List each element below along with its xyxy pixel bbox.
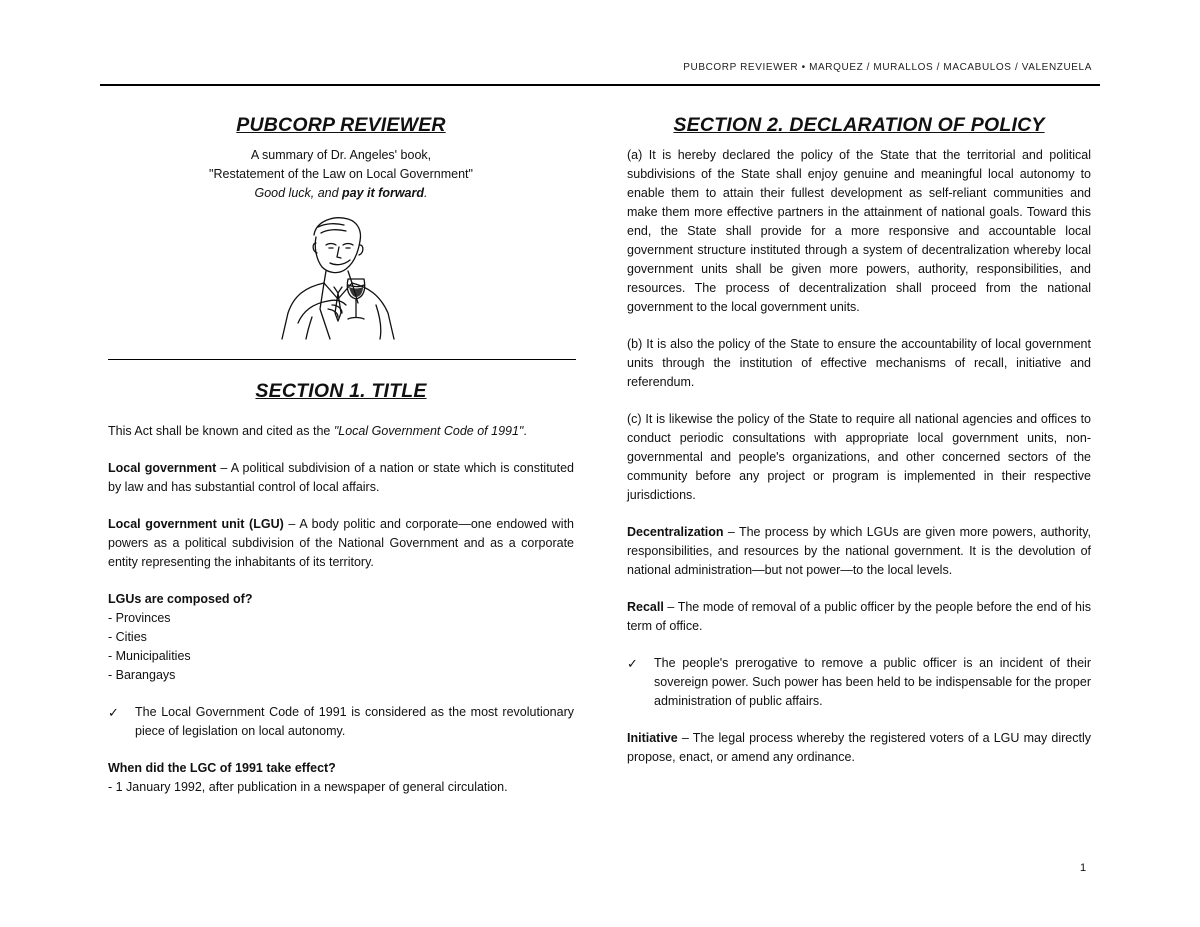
section-1-title: SECTION 1. TITLE <box>255 380 427 402</box>
policy-paragraph-a: (a) It is hereby declared the policy of the State that the territorial and political subdivisions of the State shall enjoy genuine and meaningful local autonomy to enable them to attain their fullest development as self-reliant communities and make them more effective partners in the attainment of national goals. Toward this end, the State shall provide for a more responsive and accountable local government structure instituted through a system of decentralization whereby local government units shall be given more powers, authority, responsibilities, and resources. The process of decentralization shall proceed from the national government to the local government units. <box>627 148 1091 314</box>
page-number: 1 <box>1080 862 1087 874</box>
recall-definition <box>627 598 1091 636</box>
good-luck-period: . <box>424 186 428 200</box>
list-item: - Municipalities <box>108 649 191 663</box>
checkmark-icon: ✓ <box>627 656 638 671</box>
act-citation <box>108 422 574 441</box>
recall-def: – The mode of removal of a public officer by the people before the end of his term of office. <box>627 600 1091 633</box>
decentralization-def: – The process by which LGUs are given more powers, authority, responsibilities, and resources by the national government. It is the devolution of national administration—but not power—to the local levels. <box>627 525 1091 577</box>
check-note-text: The Local Government Code of 1991 is considered as the most revolutionary piece of legislation on local autonomy. <box>135 705 574 738</box>
good-luck-text: Good luck, and <box>254 186 343 200</box>
right-column <box>627 112 1091 767</box>
pay-it-forward-text: pay it forward <box>342 186 425 200</box>
initiative-term: Initiative <box>627 731 678 745</box>
decentralization-definition <box>627 523 1091 580</box>
good-luck-line <box>108 184 574 203</box>
lgc-effect-answer: - 1 January 1992, after publication in a newspaper of general circulation. <box>108 780 508 794</box>
lgc-effect-heading: When did the LGC of 1991 take effect? <box>108 761 336 775</box>
list-item: - Provinces <box>108 611 171 625</box>
initiative-definition <box>627 729 1091 767</box>
section-divider <box>108 359 576 360</box>
checkmark-icon: ✓ <box>108 705 119 720</box>
lgu-composition-list <box>108 609 574 685</box>
recall-note-text: The people's prerogative to remove a public officer is an incident of their sovereign power. Such power has been held to be indispensable for the proper administration of public affairs. <box>654 656 1091 708</box>
subtitle-line-1: A summary of Dr. Angeles' book, <box>250 148 432 162</box>
local-government-def: – A political subdivision of a nation or state which is constituted by law and has substantial control of local affairs. <box>108 461 574 494</box>
act-name: "Local Government Code of 1991" <box>333 424 524 438</box>
act-end: . <box>523 424 527 438</box>
recall-term: Recall <box>627 600 664 614</box>
policy-paragraph-c: (c) It is likewise the policy of the State to require all national agencies and offices to conduct periodic consultations with appropriate local government units, non-governmental and people's organizations, and other concerned sectors of the community before any project or program is implemented in their respective jurisdictions. <box>627 412 1091 502</box>
lgu-definition <box>108 515 574 572</box>
list-item: - Cities <box>108 630 147 644</box>
act-text: This Act shall be known and cited as the <box>108 424 334 438</box>
running-header: PUBCORP REVIEWER • MARQUEZ / MURALLOS / MACABULOS / VALENZUELA <box>683 62 1092 73</box>
initiative-def: – The legal process whereby the registered voters of a LGU may directly propose, enact, or amend any ordinance. <box>627 731 1091 764</box>
list-item: - Barangays <box>108 668 176 682</box>
man-raising-glass-illustration-icon <box>276 213 406 341</box>
header-rule <box>100 84 1100 86</box>
recall-prerogative-note <box>627 654 1091 711</box>
lgu-composition-heading: LGUs are composed of? <box>108 592 253 606</box>
local-government-term: Local government <box>108 461 217 475</box>
section-2-title: SECTION 2. DECLARATION OF POLICY <box>673 114 1045 136</box>
left-column <box>108 112 574 797</box>
decentralization-term: Decentralization <box>627 525 724 539</box>
lgu-def: – A body politic and corporate—one endowed with powers as a political subdivision of the National Government and as a corporate entity representing the inhabitants of its territory. <box>108 517 574 569</box>
lgc-revolutionary-note <box>108 703 574 741</box>
local-government-definition <box>108 459 574 497</box>
lgu-term: Local government unit (LGU) <box>108 517 284 531</box>
policy-paragraph-b: (b) It is also the policy of the State to ensure the accountability of local government units through the institution of effective mechanisms of recall, initiative and referendum. <box>627 337 1091 389</box>
subtitle-line-2: "Restatement of the Law on Local Government" <box>209 167 473 181</box>
document-title: PUBCORP REVIEWER <box>236 114 446 136</box>
